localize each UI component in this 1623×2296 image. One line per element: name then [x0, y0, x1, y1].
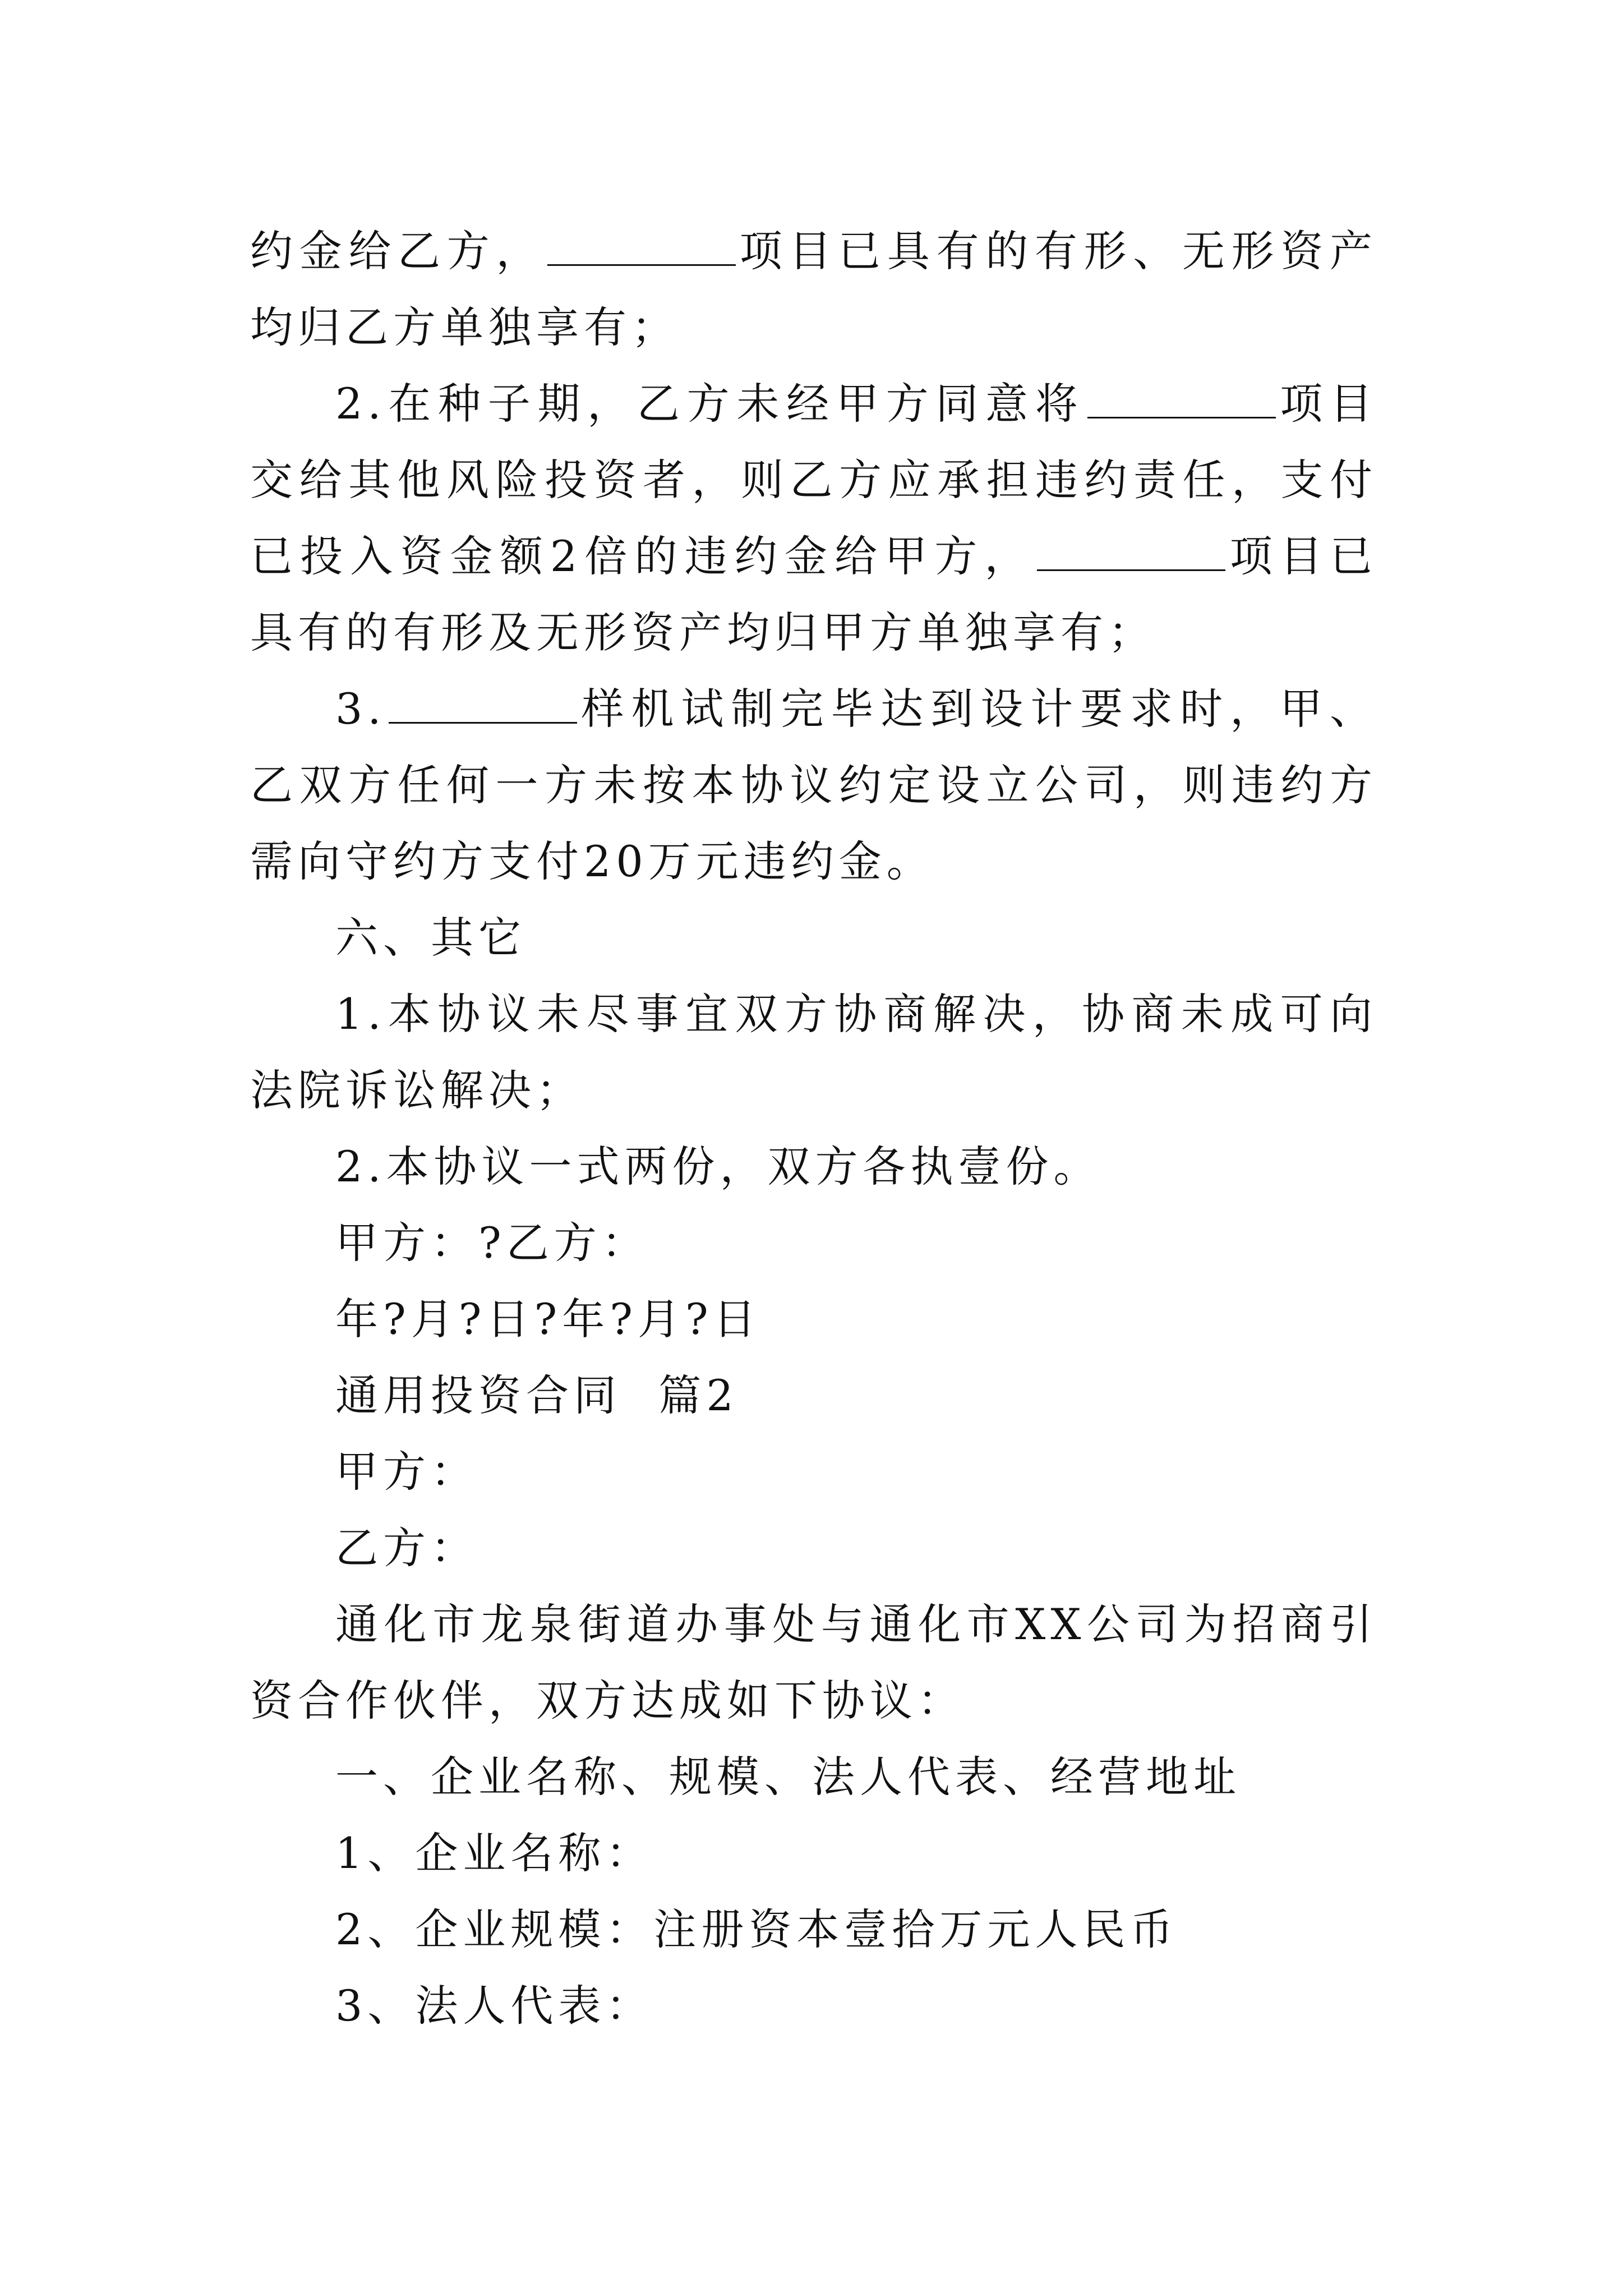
section-heading-other: 六、其它 — [335, 913, 526, 963]
clause-2-text-c: 项目已具有的有形及无形资产均归甲方单独享有； — [250, 531, 1377, 657]
clause-3-text-a: 3. — [335, 684, 386, 734]
fill-in-blank — [547, 228, 736, 266]
clause-2-text-b: 项目交给其他风险投资者，则乙方应承担违约责任，支付已投入资金额2倍的违约金给甲方， — [250, 379, 1377, 581]
paragraph-clause-3 — [250, 671, 1377, 900]
field-legal-representative: 3、法人代表： — [335, 1981, 654, 2031]
other-item-1: 1.本协议未尽事宜双方协商解决，协商未成可向法院诉讼解决； — [250, 989, 1377, 1115]
paragraph-clause-2 — [250, 366, 1377, 671]
document-page — [250, 213, 1377, 2044]
section-heading-company-info: 一、企业名称、规模、法人代表、经营地址 — [335, 1752, 1241, 1802]
clause-1-text-a: 约金给乙方， — [250, 226, 546, 276]
party-b-label: 乙方： — [335, 1523, 478, 1573]
signature-dates: 年?月?日?年?月?日 — [335, 1294, 761, 1344]
clause-1-text-b: 项目已具有的有形、无形资产均归乙方单独享有； — [250, 226, 1378, 352]
party-a-label: 甲方： — [335, 1447, 478, 1497]
other-item-2: 2.本协议一式两份，双方各执壹份。 — [335, 1142, 1101, 1191]
clause-2-text-a: 2.在种子期，乙方未经甲方同意将 — [335, 379, 1085, 429]
contract-2-heading: 通用投资合同 篇2 — [335, 1370, 739, 1420]
fill-in-blank — [1037, 533, 1225, 571]
field-company-scale: 2、企业规模：注册资本壹拾万元人民币 — [335, 1904, 1178, 1954]
contract-2-intro: 通化市龙泉街道办事处与通化市XX公司为招商引资合作伙伴，双方达成如下协议： — [250, 1599, 1377, 1726]
fill-in-blank — [389, 686, 577, 724]
signature-parties: 甲方：?乙方： — [335, 1218, 649, 1268]
field-company-name: 1、企业名称： — [335, 1828, 654, 1878]
clause-3-text-b: 样机试制完毕达到设计要求时，甲、乙双方任何一方未按本协议约定设立公司，则违约方需向守约方支付20万元违约金。 — [250, 684, 1377, 886]
paragraph-clause-1-continued — [250, 213, 1377, 366]
fill-in-blank — [1087, 381, 1276, 418]
